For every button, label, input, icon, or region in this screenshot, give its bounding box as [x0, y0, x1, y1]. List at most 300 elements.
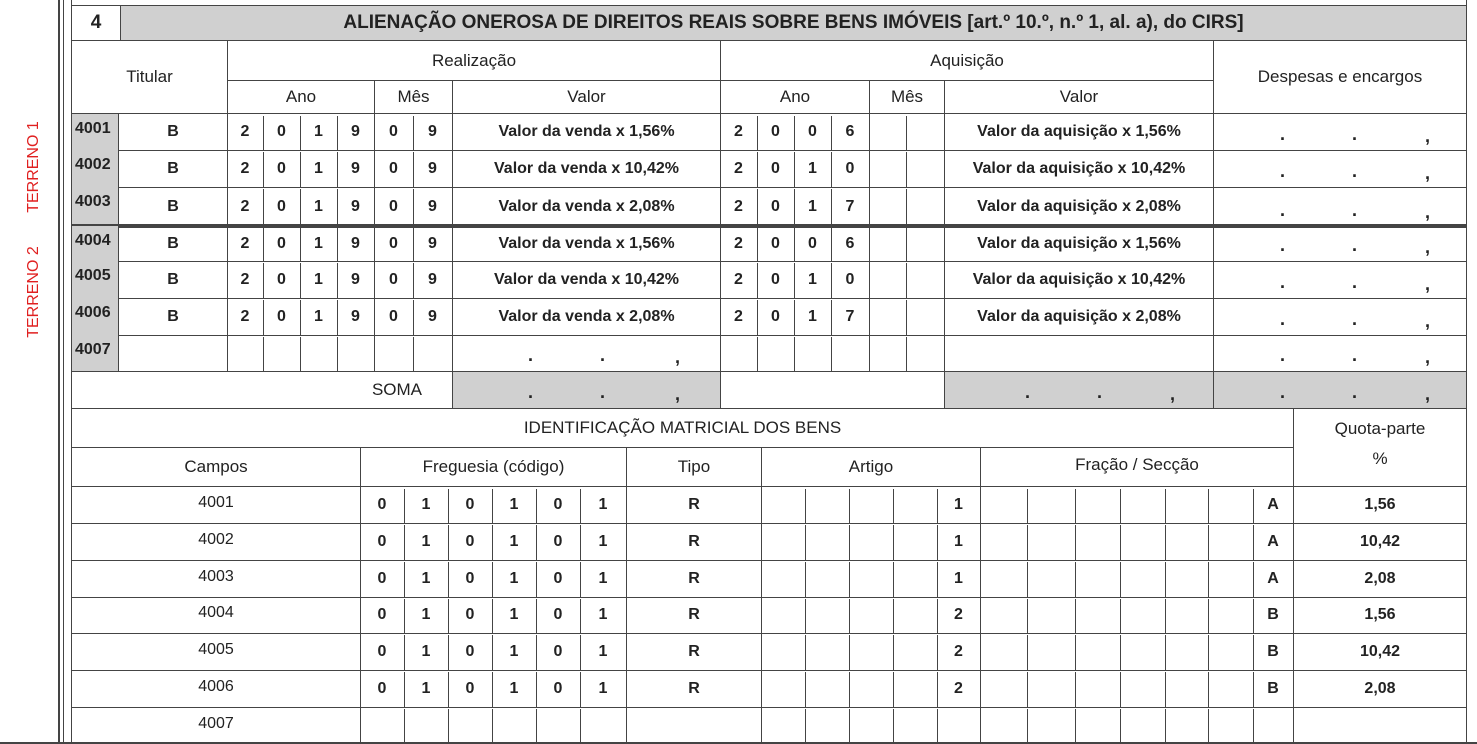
v-rule: [1208, 709, 1209, 744]
separator-dot: .: [1280, 200, 1286, 220]
titular-cell[interactable]: B: [167, 159, 179, 177]
v-rule: [1165, 489, 1166, 523]
freguesia-digit[interactable]: 1: [598, 679, 608, 697]
v-rule: [404, 672, 405, 707]
v-rule: [337, 337, 338, 371]
quota-cell[interactable]: 2,08: [1364, 679, 1396, 697]
a-ano-digit[interactable]: 2: [734, 234, 743, 252]
v-rule: [831, 152, 832, 187]
a-ano-digit[interactable]: 7: [845, 197, 855, 215]
v-rule: [580, 489, 581, 523]
v-rule: [805, 489, 806, 523]
freguesia-digit[interactable]: 1: [421, 642, 431, 660]
v-rule: [337, 228, 338, 261]
r-ano-digit[interactable]: 9: [351, 197, 360, 215]
v-rule: [536, 525, 537, 560]
v-rule: [831, 263, 832, 298]
a-ano-digit[interactable]: 1: [808, 270, 817, 288]
freguesia-digit[interactable]: 0: [553, 679, 563, 697]
freguesia-digit[interactable]: 1: [509, 532, 519, 550]
a-valor-cell[interactable]: Valor da aquisição x 2,08%: [977, 307, 1181, 325]
quota-cell[interactable]: 1,56: [1364, 496, 1396, 513]
v-rule: [413, 337, 414, 371]
artigo-cell[interactable]: 1: [954, 569, 963, 587]
separator-dot: .: [1280, 161, 1286, 181]
separator-comma: ,: [1425, 237, 1431, 257]
v-rule: [492, 672, 493, 707]
freguesia-digit[interactable]: 1: [509, 679, 519, 697]
v-rule: [805, 635, 806, 670]
r-ano-digit[interactable]: 2: [240, 234, 250, 252]
r-mes-digit[interactable]: [374, 335, 413, 371]
a-ano-digit[interactable]: [720, 335, 757, 371]
v-rule: [536, 672, 537, 707]
fracao-cell[interactable]: B: [1267, 606, 1279, 623]
fracao-cell[interactable]: A: [1267, 569, 1279, 587]
v-rule: [805, 562, 806, 597]
v-rule: [1075, 599, 1076, 633]
v-rule: [906, 337, 907, 371]
a-ano-digit[interactable]: 2: [734, 159, 743, 177]
a-ano-digit[interactable]: 0: [808, 123, 817, 140]
r-mes-digit[interactable]: 9: [428, 307, 437, 325]
v-rule: [893, 525, 894, 560]
v-rule: [448, 709, 449, 744]
freguesia-digit[interactable]: 0: [465, 569, 475, 587]
separator-dot: .: [1280, 235, 1286, 255]
separator-comma: ,: [1425, 347, 1431, 367]
quota-cell[interactable]: 10,42: [1359, 642, 1401, 660]
freguesia-digit[interactable]: 0: [553, 496, 563, 513]
a-mes-digit[interactable]: [869, 114, 906, 150]
titular-cell[interactable]: B: [167, 123, 179, 140]
v-rule: [580, 709, 581, 744]
v-rule: [805, 709, 806, 744]
campo-cell: 4007: [198, 714, 234, 732]
freguesia-digit[interactable]: 1: [509, 496, 519, 513]
r-ano-digit[interactable]: 0: [277, 270, 286, 288]
matricial-title: IDENTIFICAÇÃO MATRICIAL DOS BENS: [523, 418, 842, 437]
header-r-ano: Ano: [285, 87, 317, 106]
r-mes-digit[interactable]: 0: [389, 234, 398, 252]
a-mes-digit[interactable]: [869, 335, 906, 371]
fracao-cell[interactable]: [1253, 707, 1293, 744]
v-rule: [580, 562, 581, 597]
tipo-cell[interactable]: R: [688, 532, 700, 550]
v-rule: [794, 263, 795, 298]
freguesia-digit[interactable]: 1: [598, 532, 608, 550]
separator-comma: ,: [1425, 274, 1431, 294]
r-ano-digit[interactable]: [263, 335, 300, 371]
row-code: 4003: [72, 187, 118, 226]
v-rule: [1165, 562, 1166, 597]
outer-border-left: [58, 0, 60, 744]
artigo-cell[interactable]: [937, 707, 980, 744]
v-rule: [1075, 672, 1076, 707]
header-r-mes: Mês: [397, 87, 430, 106]
v-rule: [337, 189, 338, 226]
a-valor-cell[interactable]: [945, 335, 1213, 371]
r-valor-cell[interactable]: Valor da venda x 1,56%: [498, 123, 675, 140]
r-mes-digit[interactable]: 0: [389, 159, 398, 177]
v-rule: [831, 300, 832, 335]
r-valor-cell[interactable]: Valor da venda x 2,08%: [498, 307, 675, 325]
freguesia-digit[interactable]: 1: [598, 569, 608, 587]
r-mes-digit[interactable]: 0: [389, 197, 398, 215]
r-ano-digit[interactable]: 0: [277, 159, 286, 177]
titular-cell[interactable]: B: [167, 197, 179, 215]
row-code: 4001: [72, 114, 118, 150]
a-valor-cell[interactable]: Valor da aquisição x 2,08%: [977, 197, 1181, 215]
v-rule: [263, 116, 264, 150]
a-mes-digit[interactable]: [906, 187, 944, 226]
r-ano-digit[interactable]: 2: [240, 159, 250, 177]
r-ano-digit[interactable]: 0: [277, 197, 286, 215]
v-rule: [794, 300, 795, 335]
v-rule: [1208, 562, 1209, 597]
v-rule: [263, 228, 264, 261]
separator-dot: .: [528, 345, 534, 365]
v-rule: [1208, 635, 1209, 670]
a-ano-digit[interactable]: 6: [845, 234, 855, 252]
tipo-cell[interactable]: R: [688, 606, 700, 623]
r-valor-cell[interactable]: Valor da venda x 2,08%: [498, 197, 675, 215]
row-code: 4007: [72, 335, 118, 371]
a-ano-digit[interactable]: 2: [734, 270, 743, 288]
v-rule: [757, 228, 758, 261]
freguesia-digit[interactable]: 1: [421, 569, 431, 587]
v-rule: [404, 709, 405, 744]
v-rule: [448, 599, 449, 633]
v-rule: [849, 525, 850, 560]
v-rule: [1027, 709, 1028, 744]
v-rule: [536, 489, 537, 523]
v-rule: [337, 116, 338, 150]
separator-dot: .: [1280, 309, 1286, 329]
v-rule: [448, 489, 449, 523]
freguesia-digit[interactable]: 0: [553, 532, 563, 550]
v-rule: [300, 337, 301, 371]
section-number: 4: [90, 12, 102, 33]
v-rule: [300, 300, 301, 335]
fracao-cell[interactable]: B: [1267, 642, 1279, 660]
r-ano-digit[interactable]: [337, 335, 374, 371]
r-ano-digit[interactable]: 0: [277, 123, 286, 140]
separator-dot: .: [600, 382, 606, 402]
row-code: 4004: [72, 226, 118, 261]
v-rule: [448, 672, 449, 707]
v-rule: [1120, 489, 1121, 523]
quota-cell[interactable]: 10,42: [1359, 532, 1401, 550]
artigo-cell[interactable]: 2: [954, 642, 963, 660]
a-ano-digit[interactable]: 2: [734, 307, 743, 325]
r-ano-digit[interactable]: 1: [314, 270, 323, 288]
v-rule: [1208, 489, 1209, 523]
a-mes-digit[interactable]: [906, 226, 944, 261]
v-rule: [893, 635, 894, 670]
a-mes-digit[interactable]: [906, 298, 944, 335]
a-ano-digit[interactable]: 7: [845, 307, 855, 325]
a-mes-digit[interactable]: [869, 261, 906, 298]
a-mes-digit[interactable]: [869, 150, 906, 187]
v-rule: [1075, 489, 1076, 523]
v-rule: [1165, 525, 1166, 560]
tipo-cell[interactable]: R: [688, 569, 700, 587]
a-valor-cell[interactable]: Valor da aquisição x 1,56%: [977, 234, 1181, 252]
quota-unit: %: [1372, 449, 1388, 468]
fracao-cell[interactable]: A: [1267, 532, 1279, 550]
r-ano-digit[interactable]: 9: [351, 270, 360, 288]
a-ano-digit[interactable]: 0: [845, 159, 855, 177]
r-mes-digit[interactable]: 9: [428, 270, 437, 288]
a-ano-digit[interactable]: 0: [771, 159, 780, 177]
separator-dot: .: [1097, 382, 1103, 402]
tipo-cell[interactable]: [627, 707, 761, 744]
separator-comma: ,: [675, 384, 681, 404]
v-rule: [757, 116, 758, 150]
r-ano-digit[interactable]: 1: [314, 307, 323, 325]
freguesia-digit[interactable]: [448, 707, 492, 744]
v-rule: [1120, 635, 1121, 670]
a-mes-digit[interactable]: [906, 114, 944, 150]
v-rule: [413, 228, 414, 261]
artigo-cell[interactable]: 2: [954, 606, 963, 623]
freguesia-digit[interactable]: 1: [421, 679, 431, 697]
header-tipo: Tipo: [677, 457, 711, 476]
a-ano-digit[interactable]: [757, 335, 794, 371]
freguesia-digit[interactable]: [492, 707, 536, 744]
separator-comma: ,: [1170, 384, 1176, 404]
r-ano-digit[interactable]: 2: [240, 270, 250, 288]
a-ano-digit[interactable]: 6: [845, 123, 855, 140]
a-ano-digit[interactable]: 0: [771, 270, 780, 288]
freguesia-digit[interactable]: 0: [465, 642, 475, 660]
separator-dot: .: [1025, 382, 1031, 402]
v-rule: [404, 525, 405, 560]
r-ano-digit[interactable]: 1: [314, 197, 323, 215]
r-valor-cell[interactable]: Valor da venda x 1,56%: [498, 234, 675, 252]
v-rule: [536, 599, 537, 633]
r-ano-digit[interactable]: 9: [351, 307, 360, 325]
v-rule: [1208, 672, 1209, 707]
quota-cell[interactable]: 2,08: [1364, 569, 1396, 587]
soma-label: SOMA: [371, 380, 422, 399]
r-ano-digit[interactable]: [227, 335, 263, 371]
freguesia-digit[interactable]: 0: [377, 532, 387, 550]
side-label-terreno1: TERRENO 1: [25, 121, 42, 213]
separator-dot: .: [1352, 200, 1358, 220]
freguesia-digit[interactable]: 0: [377, 679, 387, 697]
freguesia-digit[interactable]: 0: [465, 679, 475, 697]
freguesia-digit[interactable]: 1: [421, 606, 431, 623]
a-valor-cell[interactable]: Valor da aquisição x 1,56%: [977, 123, 1181, 140]
r-ano-digit[interactable]: 1: [314, 234, 323, 252]
r-mes-digit[interactable]: 9: [428, 123, 437, 140]
r-ano-digit[interactable]: 9: [351, 123, 360, 140]
freguesia-digit[interactable]: 1: [598, 496, 608, 513]
freguesia-digit[interactable]: 0: [377, 569, 387, 587]
r-mes-digit[interactable]: 9: [428, 197, 437, 215]
header-realizacao: Realização: [431, 50, 517, 70]
v-rule: [757, 189, 758, 226]
v-rule: [404, 635, 405, 670]
r-ano-digit[interactable]: 1: [314, 123, 323, 140]
section-title: ALIENAÇÃO ONEROSA DE DIREITOS REAIS SOBRE BENS IMÓVEIS [art.º 10.º, n.º 1, al. a), do CIRS]: [121, 6, 1466, 40]
a-ano-digit[interactable]: 2: [734, 123, 743, 140]
freguesia-digit[interactable]: 1: [509, 642, 519, 660]
r-mes-digit[interactable]: 0: [389, 307, 398, 325]
a-ano-digit[interactable]: [794, 335, 831, 371]
a-ano-digit[interactable]: 0: [771, 123, 780, 140]
v-rule: [906, 116, 907, 150]
outer-border-left-inner: [63, 0, 64, 744]
v-rule: [404, 562, 405, 597]
freguesia-digit[interactable]: [580, 707, 626, 744]
r-ano-digit[interactable]: 1: [314, 159, 323, 177]
fracao-cell[interactable]: A: [1267, 496, 1279, 513]
v-rule: [1213, 372, 1214, 408]
freguesia-digit[interactable]: 0: [377, 642, 387, 660]
r-ano-digit[interactable]: 2: [240, 307, 250, 325]
separator-dot: .: [1352, 161, 1358, 181]
v-rule: [1208, 599, 1209, 633]
a-ano-digit[interactable]: 1: [808, 159, 817, 177]
r-mes-digit[interactable]: 0: [389, 123, 398, 140]
r-mes-digit[interactable]: 9: [428, 159, 437, 177]
campo-cell: 4005: [198, 640, 234, 658]
quota-cell[interactable]: [1294, 707, 1466, 744]
tipo-cell[interactable]: R: [688, 679, 700, 697]
v-rule: [536, 562, 537, 597]
a-mes-digit[interactable]: [869, 226, 906, 261]
freguesia-digit[interactable]: [404, 707, 448, 744]
r-mes-digit[interactable]: 9: [428, 234, 437, 252]
header-freguesia: Freguesia (código): [422, 457, 565, 476]
v-rule: [757, 152, 758, 187]
tipo-cell[interactable]: R: [688, 642, 700, 660]
a-ano-digit[interactable]: 1: [808, 307, 817, 325]
v-rule: [1120, 672, 1121, 707]
r-ano-digit[interactable]: 0: [277, 307, 286, 325]
freguesia-digit[interactable]: 1: [598, 642, 608, 660]
freguesia-digit[interactable]: 1: [421, 532, 431, 550]
v-rule: [263, 337, 264, 371]
a-ano-digit[interactable]: 0: [771, 234, 780, 252]
freguesia-digit[interactable]: 0: [553, 569, 563, 587]
v-rule: [263, 189, 264, 226]
tipo-cell[interactable]: R: [688, 496, 700, 513]
titular-cell[interactable]: B: [167, 234, 179, 252]
v-rule: [794, 228, 795, 261]
titular-cell[interactable]: [119, 335, 227, 371]
separator-comma: ,: [1425, 126, 1431, 146]
v-rule: [761, 448, 762, 744]
side-label-terreno2: TERRENO 2: [25, 246, 42, 338]
r-ano-digit[interactable]: 0: [277, 234, 286, 252]
titular-cell[interactable]: B: [167, 307, 179, 325]
a-ano-digit[interactable]: 0: [845, 270, 855, 288]
r-ano-digit[interactable]: 9: [351, 234, 360, 252]
v-rule: [757, 263, 758, 298]
v-rule: [413, 189, 414, 226]
v-rule: [263, 152, 264, 187]
v-rule: [906, 189, 907, 226]
artigo-cell[interactable]: 1: [954, 496, 963, 513]
a-ano-digit[interactable]: [831, 335, 869, 371]
a-ano-digit[interactable]: 0: [771, 197, 780, 215]
separator-dot: .: [600, 345, 606, 365]
v-rule: [849, 562, 850, 597]
a-mes-digit[interactable]: [869, 298, 906, 335]
r-ano-digit[interactable]: [300, 335, 337, 371]
v-rule: [404, 489, 405, 523]
v-rule: [1165, 709, 1166, 744]
freguesia-digit[interactable]: [360, 707, 404, 744]
freguesia-digit[interactable]: 0: [377, 496, 387, 513]
r-mes-digit[interactable]: [413, 335, 452, 371]
v-rule: [452, 372, 453, 408]
r-valor-cell[interactable]: Valor da venda x 10,42%: [494, 270, 679, 288]
r-valor-cell[interactable]: Valor da venda x 10,42%: [494, 159, 679, 177]
freguesia-digit[interactable]: 0: [465, 532, 475, 550]
freguesia-digit[interactable]: 1: [598, 606, 608, 623]
a-ano-digit[interactable]: 0: [771, 307, 780, 325]
artigo-cell[interactable]: 2: [954, 679, 963, 697]
campo-cell: 4004: [198, 604, 234, 621]
v-rule: [300, 152, 301, 187]
a-ano-digit[interactable]: 0: [808, 234, 817, 252]
r-ano-digit[interactable]: 9: [351, 159, 360, 177]
freguesia-digit[interactable]: 1: [421, 496, 431, 513]
a-valor-cell[interactable]: Valor da aquisição x 10,42%: [972, 270, 1186, 288]
a-valor-cell[interactable]: Valor da aquisição x 10,42%: [972, 159, 1186, 177]
v-rule: [849, 635, 850, 670]
freguesia-digit[interactable]: 1: [509, 569, 519, 587]
a-mes-digit[interactable]: [906, 335, 944, 371]
v-rule: [893, 709, 894, 744]
v-rule: [1075, 635, 1076, 670]
v-rule: [1027, 635, 1028, 670]
freguesia-digit[interactable]: 0: [553, 606, 563, 623]
freguesia-digit[interactable]: 1: [509, 606, 519, 623]
r-mes-digit[interactable]: 0: [389, 270, 398, 288]
freguesia-digit[interactable]: 0: [465, 606, 475, 623]
freguesia-digit[interactable]: 0: [377, 606, 387, 623]
a-ano-digit[interactable]: 1: [808, 197, 817, 215]
freguesia-digit[interactable]: 0: [465, 496, 475, 513]
separator-comma: ,: [1425, 384, 1431, 404]
v-rule: [831, 116, 832, 150]
freguesia-digit[interactable]: 0: [553, 642, 563, 660]
a-ano-digit[interactable]: 2: [734, 197, 743, 215]
quota-cell[interactable]: 1,56: [1364, 606, 1396, 623]
a-mes-digit[interactable]: [869, 187, 906, 226]
a-mes-digit[interactable]: [906, 150, 944, 187]
fracao-cell[interactable]: B: [1267, 679, 1279, 697]
v-rule: [300, 228, 301, 261]
titular-cell[interactable]: B: [167, 270, 179, 288]
artigo-cell[interactable]: 1: [954, 532, 963, 550]
v-rule: [492, 489, 493, 523]
r-ano-digit[interactable]: 2: [240, 123, 250, 140]
freguesia-digit[interactable]: [536, 707, 580, 744]
v-rule: [337, 152, 338, 187]
r-ano-digit[interactable]: 2: [240, 197, 250, 215]
a-mes-digit[interactable]: [906, 261, 944, 298]
v-rule: [1027, 672, 1028, 707]
v-rule: [849, 709, 850, 744]
row-code: 4006: [72, 298, 118, 335]
